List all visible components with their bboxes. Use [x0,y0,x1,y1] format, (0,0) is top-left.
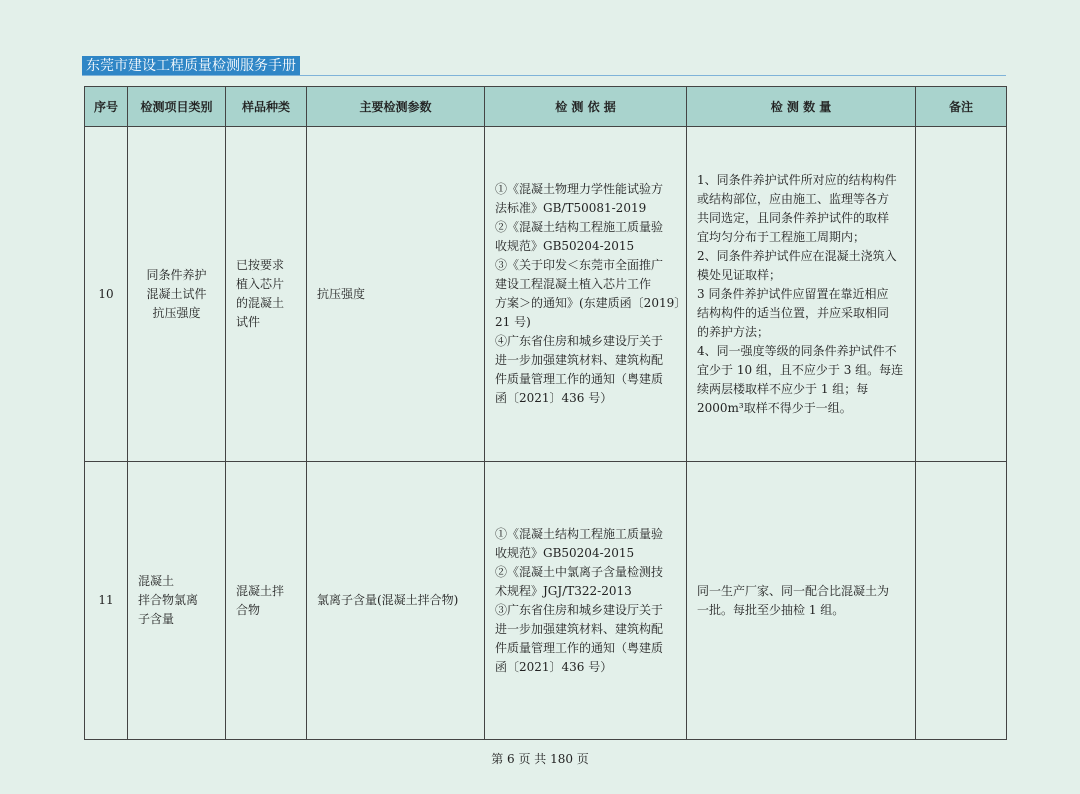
text-line: 进一步加强建筑材料、建筑构配 [495,621,664,636]
row-quantity [687,127,916,462]
text-line: 合物 [236,602,261,617]
text-line: 的混凝土 [236,296,285,310]
row-category [128,462,226,740]
text-line: 宜少于 10 组，且不应少于 3 组。每连 [697,362,904,377]
row-note [916,462,1007,740]
text-line: 同条件养护 [146,267,207,282]
text-line: 函〔2021〕436 号） [495,391,613,405]
text-line: 结构构件的适当位置，并应采取相同 [697,305,890,320]
text-line: 共同选定，且同条件养护试件的取样 [697,210,890,225]
page-number: 第 6 页 共 180 页 [491,752,589,766]
text-line: 件质量管理工作的通知（粤建质 [495,640,664,655]
col-header-no: 序号 [85,87,128,127]
text-line: 1、同条件养护试件所对应的结构构件 [697,172,897,187]
text-line: 续两层楼取样不应少于 1 组；每 [697,381,869,396]
text-line: 方案＞的通知》(东建质函〔2019〕 [495,296,687,310]
text-line: 抗压强度 [152,305,201,320]
col-header-category: 检测项目类别 [128,87,226,127]
text-line: 2000m³取样不得少于一组。 [697,400,852,415]
row-param: 抗压强度 [307,127,485,462]
text-line: 的养护方法； [697,324,770,339]
text-line: 或结构部位，应由施工、监理等各方 [697,191,890,206]
col-header-note: 备注 [916,87,1007,127]
table-row [85,462,1007,740]
row-sample [226,127,307,462]
text-line: 收规范》GB50204-2015 [495,545,635,560]
text-line: 函〔2021〕436 号） [495,659,613,674]
col-header-param: 主要检测参数 [307,87,485,127]
row-quantity [687,462,916,740]
row-basis [485,462,687,740]
table-header-row [85,87,1007,127]
text-line: ②《混凝土中氯离子含量检测技 [495,564,664,579]
text-line: 进一步加强建筑材料、建筑构配 [495,353,664,367]
manual-title: 东莞市建设工程质量检测服务手册 [82,56,300,76]
row-param: 氯离子含量(混凝土拌合物) [307,462,485,740]
table-row [85,127,1007,462]
text-line: ③《关于印发＜东莞市全面推广 [495,258,664,272]
text-line: 混凝土 [138,574,175,588]
col-header-sample: 样品种类 [226,87,307,127]
row-no: 10 [85,127,128,462]
text-line: 法标准》GB/T50081-2019 [495,201,647,215]
col-header-basis: 检 测 依 据 [485,87,687,127]
text-line: 术规程》JGJ/T322-2013 [495,583,632,598]
text-line: 混凝土试件 [146,286,207,301]
text-line: 4、同一强度等级的同条件养护试件不 [697,343,897,358]
text-line: 收规范》GB50204-2015 [495,239,635,253]
text-line: 试件 [236,315,261,329]
header-divider [82,75,1006,76]
row-basis [485,127,687,462]
text-line: 拌合物氯离 [138,593,199,607]
text-line: 建设工程混凝土植入芯片工作 [495,277,652,291]
text-line: 宜均匀分布于工程施工周期内； [697,229,866,244]
row-sample [226,462,307,740]
row-note [916,127,1007,462]
text-line: ②《混凝土结构工程施工质量验 [495,220,664,234]
text-line: 一批。每批至少抽检 1 组。 [697,602,845,617]
text-line: ③广东省住房和城乡建设厅关于 [495,602,664,617]
text-line: 同一生产厂家、同一配合比混凝土为 [697,583,890,598]
text-line: 2、同条件养护试件应在混凝土浇筑入 [697,248,897,263]
text-line: ④广东省住房和城乡建设厅关于 [495,334,664,348]
text-line: 已按要求 [236,258,285,272]
text-line: ①《混凝土结构工程施工质量验 [495,526,664,541]
inspection-table [84,86,1007,740]
text-line: 3 同条件养护试件应留置在靠近相应 [697,286,889,301]
text-line: ①《混凝土物理力学性能试验方 [495,182,664,196]
text-line: 21 号) [495,315,531,329]
text-line: 混凝土拌 [236,583,285,598]
text-line: 模处见证取样； [697,267,782,282]
text-line: 件质量管理工作的通知（粤建质 [495,372,664,386]
text-line: 子含量 [138,612,175,626]
row-no: 11 [85,462,128,740]
text-line: 植入芯片 [236,277,285,291]
col-header-quantity: 检 测 数 量 [687,87,916,127]
row-category [128,127,226,462]
